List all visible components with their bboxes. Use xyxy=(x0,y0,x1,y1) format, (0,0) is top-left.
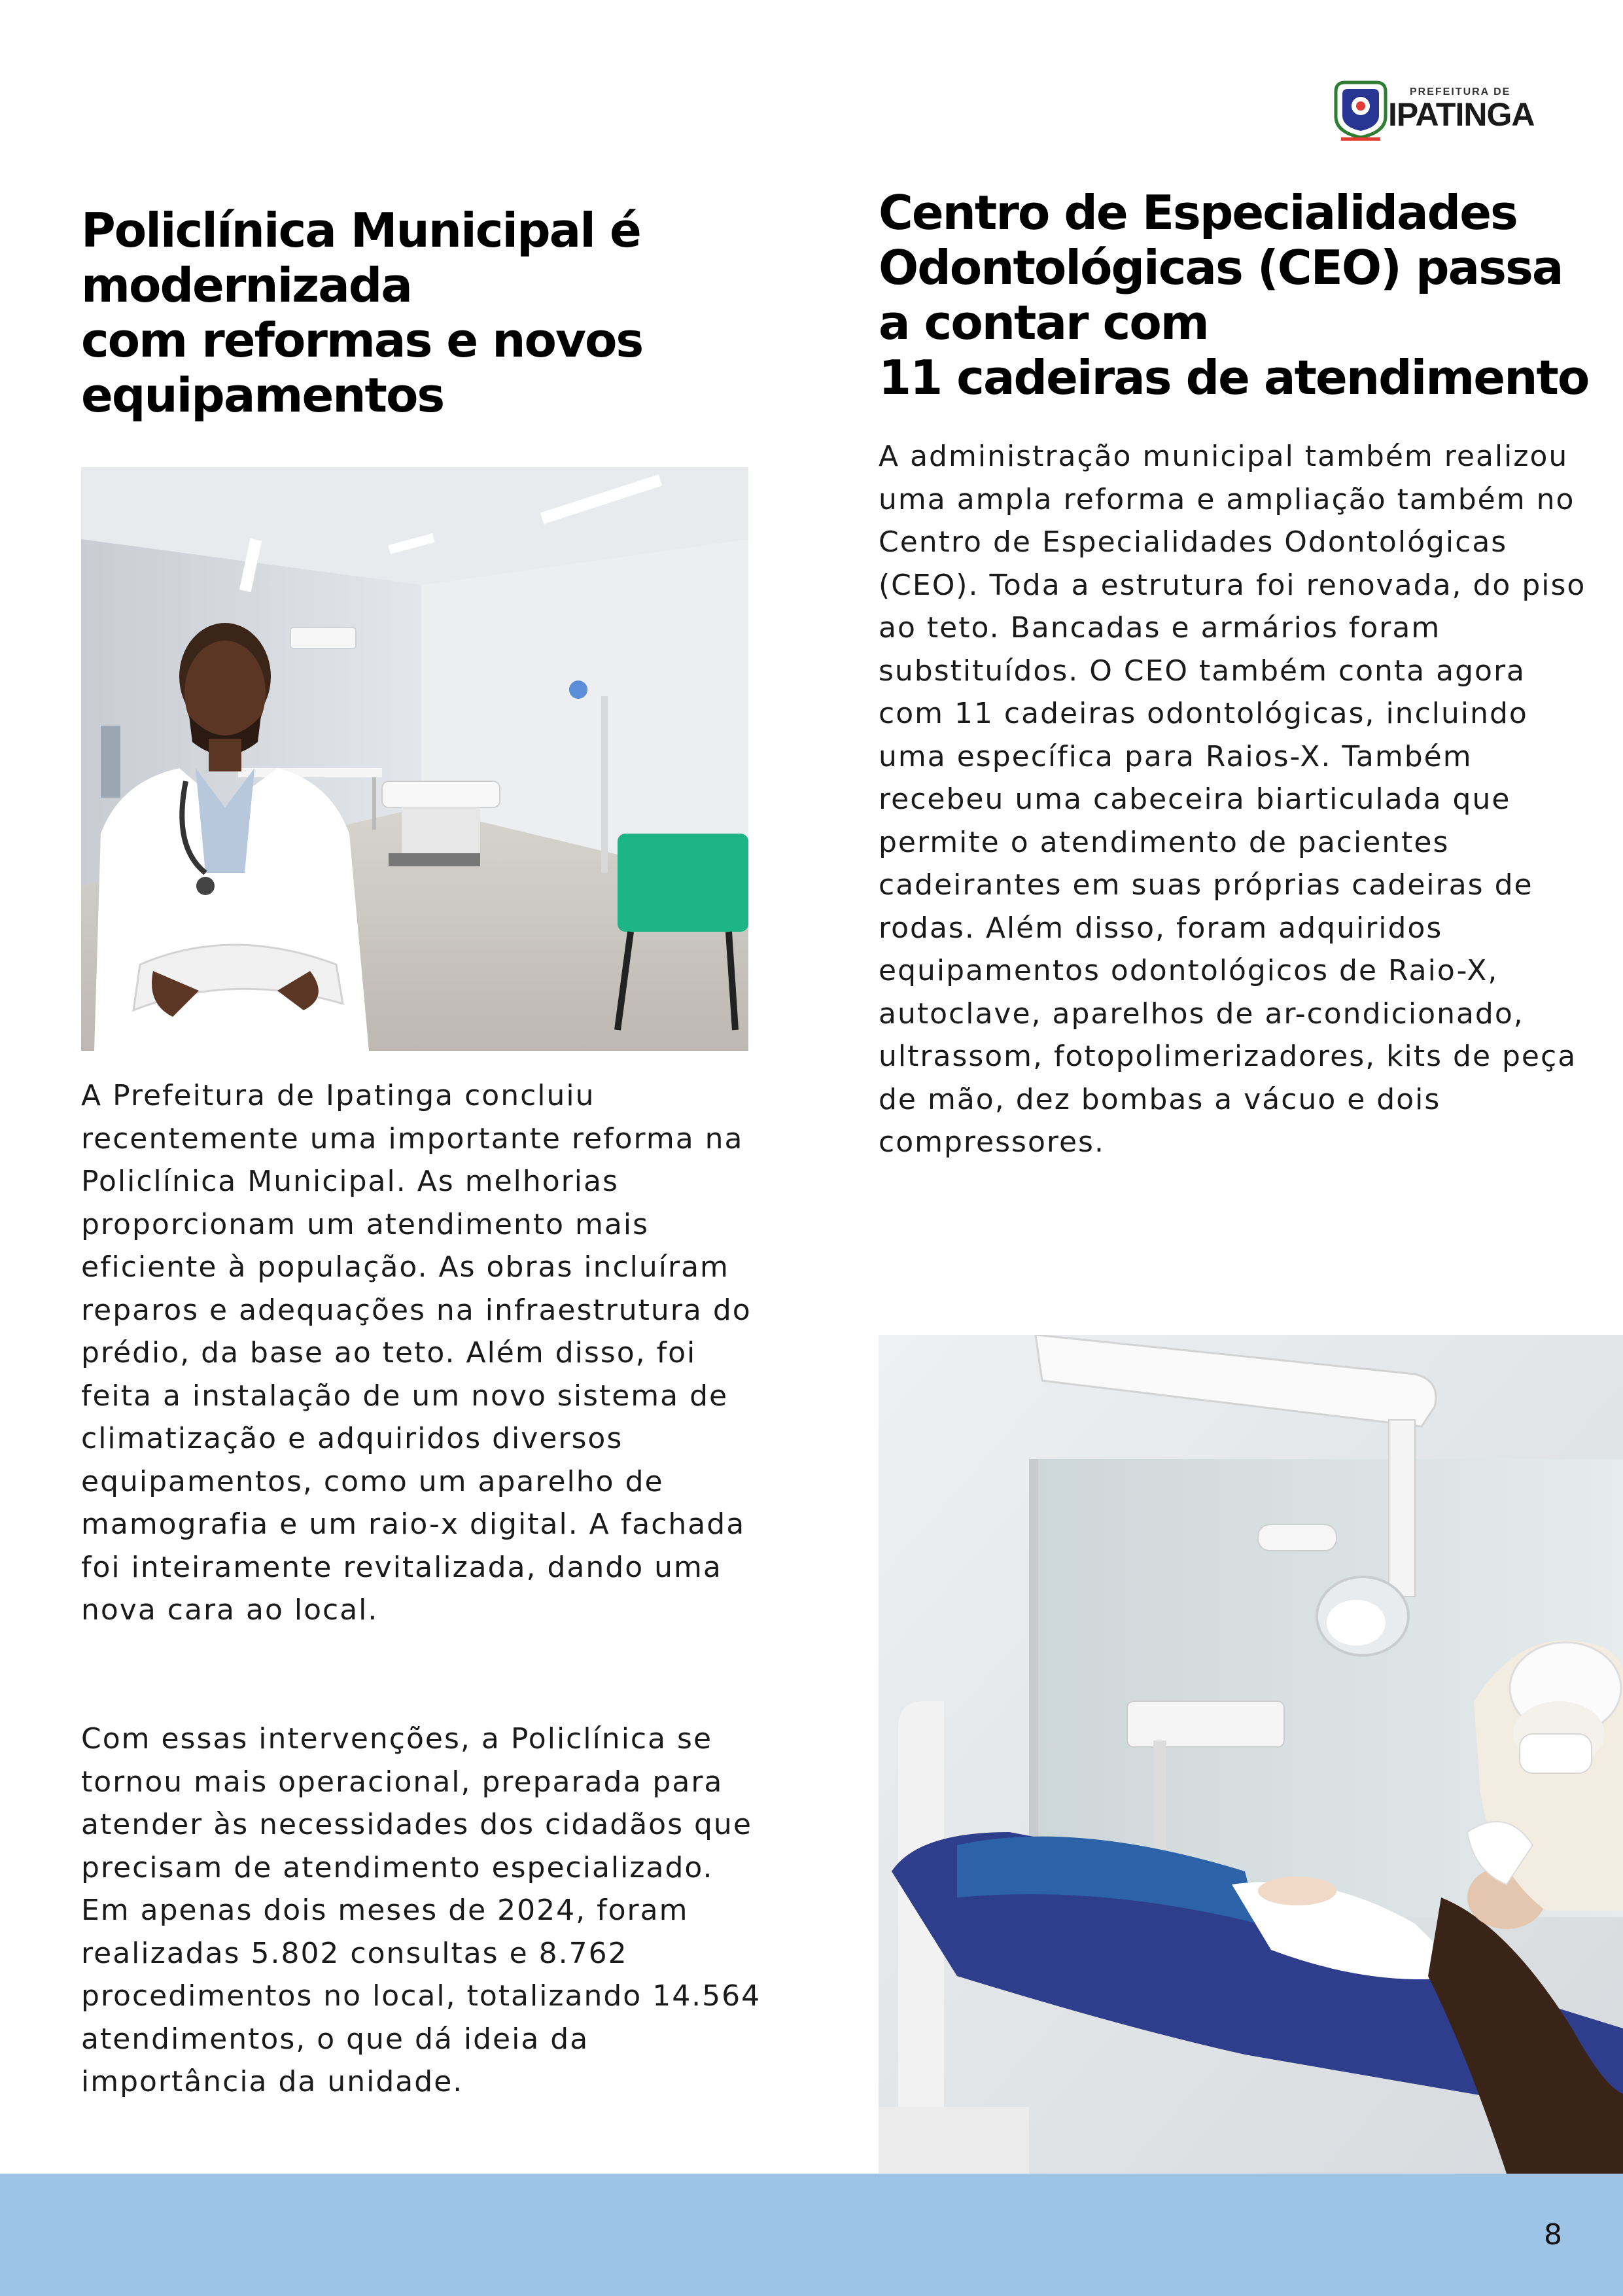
article2-title: Centro de Especialidades Odontológicas (CEO) passa a contar com 11 cadeiras de atendimento xyxy=(879,185,1589,405)
logo-top-text: PREFEITURA DE xyxy=(1410,86,1511,97)
logo-main-text: IPATINGA xyxy=(1388,96,1535,133)
dental-office-photo xyxy=(879,1335,1623,2174)
ipatinga-crest-icon xyxy=(1328,77,1393,143)
clinic-room-photo xyxy=(81,467,748,1051)
page-number: 8 xyxy=(1544,2218,1562,2252)
article2-paragraph1: A administração municipal também realizou uma ampla reforma e ampliação também no Centro de Especialidades Odontológicas (CEO). Toda a estrutura foi renovada, do piso ao teto. Bancadas e armários foram substituídos. O CEO também conta agora com 11 cadeiras odontológicas, incluindo uma específica para Raios-X. Também recebeu uma cabeceira biarticulada que permite o atendimento de pacientes cadeirantes em suas próprias cadeiras de rodas. Além disso, foram adquiridos equipamentos odontológicos de Raio-X, autoclave, aparelhos de ar-condicionado, ultrassom, fotopolimerizadores, kits de peça de mão, dez bombas a vácuo e dois compressores. xyxy=(879,440,1586,1159)
article1-paragraph1: A Prefeitura de Ipatinga concluiu recentemente uma importante reforma na Policlínica Municipal. As melhorias proporcionam um atendimento mais eficiente à população. As obras incluíram reparos e adequações na infraestrutura do prédio, da base ao teto. Além disso, foi feita a instalação de um novo sistema de climatização e adquiridos diversos equipamentos, como um aparelho de mamografia e um raio-x digital. A fachada foi inteiramente revitalizada, dando uma nova cara ao local. xyxy=(81,1079,752,1627)
article1-title: Policlínica Municipal é modernizada com reformas e novos equipamentos xyxy=(81,203,643,423)
article1-paragraph2: Com essas intervenções, a Policlínica se tornou mais operacional, preparada para atender às necessidades dos cidadãos que precisam de atendimento especializado. Em apenas dois meses de 2024, foram realizadas 5.802 consultas e 8.762 procedimentos no local, totalizando 14.564 atendimentos, o que dá ideia da importância da unidade. xyxy=(81,1722,761,2098)
page-footer-bar xyxy=(0,2174,1623,2296)
